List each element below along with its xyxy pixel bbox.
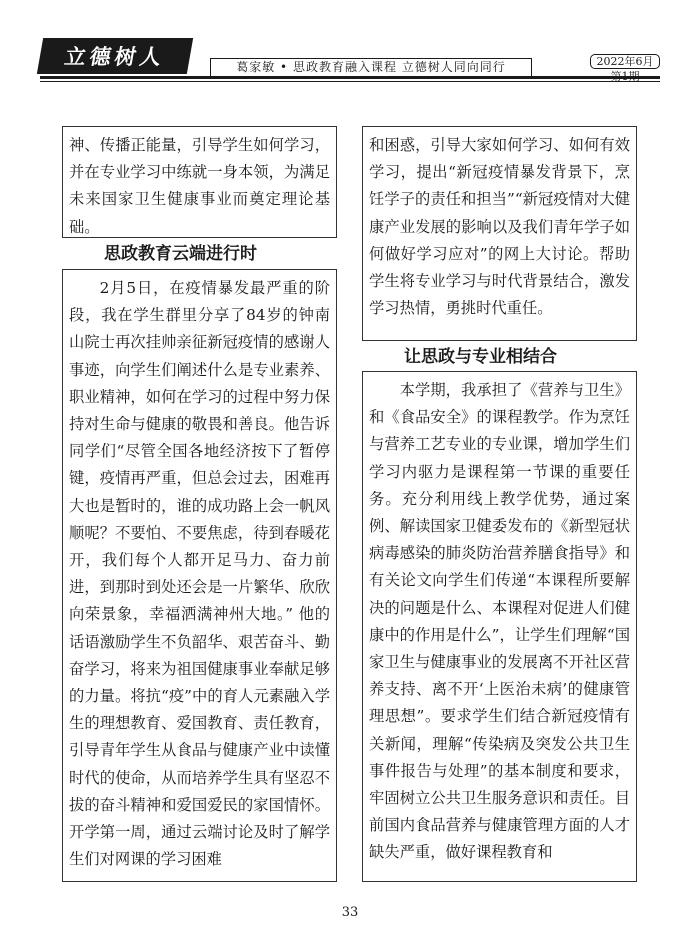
page-header [0,0,700,90]
section-heading-integration: 让思政与专业相结合 [404,347,557,367]
left-text-box-2 [62,269,337,882]
header-rule [40,76,660,79]
header-slogan: 葛家敏 • 思政教育融入课程 立德树人同向同行 [210,58,532,77]
paragraph: 和困惑，引导大家如何学习、如何有效学习，提出“新冠疫情暴发背景下，烹饪学子的责任和担当”“新冠疫情对大健康产业发展的影响以及我们青年学子如何做好学习应对”的网上大讨论。帮助学生将专业学习与时代背景结合，激发学习热情，勇挑时代重任。 [369,136,630,318]
paragraph: 神、传播正能量，引导学生如何学习，并在专业学习中练就一身本领，为满足未来国家卫生健康事业而奠定理论基础。 [69,136,330,236]
header-rule-thin [40,81,660,82]
paragraph: 2月5日，在疫情暴发最严重的阶段，我在学生群里分享了84岁的钟南山院士再次挂帅亲征新冠疫情的感谢人事迹，向学生们阐述什么是专业素养、职业精神，如何在学习的过程中努力保持对生命与健康的敬畏和善良。他告诉同学们“尽管全国各地经济按下了暂停键，疫情再严重，但总会过去，困难再大也是暂时的，谁的成功路上会一帆风顺呢？不要怕、不要焦虑，待到春暖花开，我们每个人都开足马力、奋力前进，到那时到处还会是一片繁华、欣欣向荣景象，幸福洒满神州大地。” 他的话语激励学生不负韶华、艰苦奋斗、勤奋学习，将来为祖国健康事业奉献足够的力量。将抗“疫”中的育人元素融入学生的理想教育、爱国教育、责任教育，引导青年学生从食品与健康产业中读懂时代的使命，从而培养学生具有坚忍不拔的奋斗精神和爱国爱民的家国情怀。开学第一周，通过云端讨论及时了解学生们对网课的学习困难 [69,279,330,869]
paragraph: 本学期，我承担了《营养与卫生》和《食品安全》的课程教学。作为烹饪与营养工艺专业的专业课，增加学生们学习内驱力是课程第一节课的重要任务。充分利用线上教学优势，通过案例、解读国家卫健委发布的《新型冠状病毒感染的肺炎防治营养膳食指导》和有关论文向学生们传递“本课程所要解决的问题是什么、本课程对促进人们健康中的作用是什么”，让学生们理解“国家卫生与健康事业的发展离不开社区营养支持、离不开‘上医治未病’的健康管理思想”。要求学生们结合新冠疫情有关新闻，理解“传染病及突发公共卫生事件报告与处理”的基本制度和要求，牢固树立公共卫生服务意识和责任。目前国内食品营养与健康管理方面的人才缺失严重，做好课程教育和 [369,381,630,862]
issue-number: 第1期 [610,70,640,83]
section-heading-cloud: 思政教育云端进行时 [104,244,257,264]
right-text-box-1 [362,126,637,341]
masthead-logo: 立德树人 [37,38,193,74]
issue-year: 2022年6月 [590,54,660,69]
page-number: 33 [341,905,359,920]
left-text-box-1 [62,126,337,238]
right-text-box-2 [362,371,637,882]
